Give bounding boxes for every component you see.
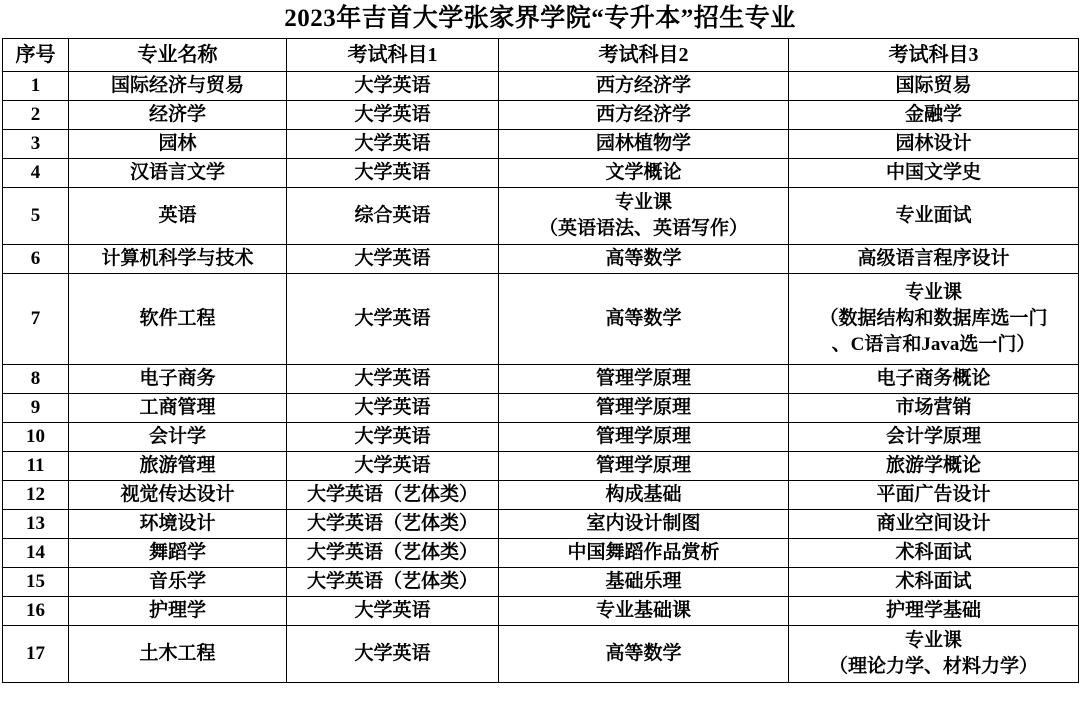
- cell-subject-1: 大学英语: [287, 245, 499, 274]
- column-header-subject-3: 考试科目3: [789, 39, 1079, 72]
- cell-subject-2: 中国舞蹈作品赏析: [499, 539, 789, 568]
- cell-major-name: 视觉传达设计: [69, 481, 287, 510]
- cell-line: （英语语法、英语写作）: [538, 218, 748, 239]
- cell-subject-3: 会计学原理: [789, 423, 1079, 452]
- cell-subject-1: 大学英语（艺体类）: [287, 539, 499, 568]
- cell-major-name: 工商管理: [69, 394, 287, 423]
- table-row: [3, 245, 1079, 274]
- cell-major-name: 音乐学: [69, 568, 287, 597]
- cell-no: 8: [3, 365, 69, 394]
- cell-no: 14: [3, 539, 69, 568]
- cell-subject-3: 商业空间设计: [789, 510, 1079, 539]
- page-title: 2023年吉首大学张家界学院“专升本”招生专业: [284, 5, 796, 32]
- cell-line: 专业课: [614, 192, 672, 213]
- cell-major-name: 会计学: [69, 423, 287, 452]
- table-body: [3, 72, 1079, 683]
- cell-subject-1: 大学英语: [287, 72, 499, 101]
- cell-subject-2: 文学概论: [499, 159, 789, 188]
- cell-no: 4: [3, 159, 69, 188]
- cell-major-name: 电子商务: [69, 365, 287, 394]
- cell-subject-1: 大学英语: [287, 365, 499, 394]
- table-row: [3, 101, 1079, 130]
- cell-subject-2: 基础乐理: [499, 568, 789, 597]
- table-row: [3, 510, 1079, 539]
- cell-line: 专业课: [904, 630, 962, 651]
- cell-subject-2: 管理学原理: [499, 394, 789, 423]
- cell-subject-3: 电子商务概论: [789, 365, 1079, 394]
- cell-subject-1: 大学英语: [287, 130, 499, 159]
- cell-major-name: 园林: [69, 130, 287, 159]
- cell-subject-3: 术科面试: [789, 539, 1079, 568]
- cell-no: 2: [3, 101, 69, 130]
- cell-subject-1: 大学英语: [287, 159, 499, 188]
- cell-major-name: 计算机科学与技术: [69, 245, 287, 274]
- cell-subject-1: 大学英语（艺体类）: [287, 481, 499, 510]
- cell-major-name: 软件工程: [69, 274, 287, 365]
- cell-subject-3: 高级语言程序设计: [789, 245, 1079, 274]
- cell-subject-1: 大学英语: [287, 274, 499, 365]
- cell-major-name: 旅游管理: [69, 452, 287, 481]
- table-row: [3, 274, 1079, 365]
- cell-no: 1: [3, 72, 69, 101]
- cell-subject-1: 大学英语: [287, 626, 499, 683]
- cell-no: 16: [3, 597, 69, 626]
- cell-major-name: 国际经济与贸易: [69, 72, 287, 101]
- cell-subject-3: 护理学基础: [789, 597, 1079, 626]
- cell-major-name: 环境设计: [69, 510, 287, 539]
- cell-subject-2: [499, 188, 789, 245]
- cell-major-name: 护理学: [69, 597, 287, 626]
- table-header-row: [3, 39, 1079, 72]
- cell-subject-2: 室内设计制图: [499, 510, 789, 539]
- cell-subject-2: 西方经济学: [499, 101, 789, 130]
- table-row: [3, 568, 1079, 597]
- cell-subject-2: 构成基础: [499, 481, 789, 510]
- cell-subject-1: 大学英语: [287, 394, 499, 423]
- table-row: [3, 365, 1079, 394]
- cell-subject-3: 平面广告设计: [789, 481, 1079, 510]
- cell-no: 10: [3, 423, 69, 452]
- table-row: [3, 423, 1079, 452]
- cell-major-name: 土木工程: [69, 626, 287, 683]
- majors-table: [2, 38, 1079, 683]
- table-row: [3, 481, 1079, 510]
- cell-subject-3: 中国文学史: [789, 159, 1079, 188]
- cell-subject-2: 园林植物学: [499, 130, 789, 159]
- cell-subject-3: 术科面试: [789, 568, 1079, 597]
- cell-subject-3: 旅游学概论: [789, 452, 1079, 481]
- cell-subject-2: 高等数学: [499, 274, 789, 365]
- cell-subject-1: 大学英语（艺体类）: [287, 510, 499, 539]
- cell-major-name: 英语: [69, 188, 287, 245]
- column-header-subject-1: 考试科目1: [287, 39, 499, 72]
- cell-subject-3: 园林设计: [789, 130, 1079, 159]
- table-row: [3, 626, 1079, 683]
- cell-no: 13: [3, 510, 69, 539]
- cell-major-name: 汉语言文学: [69, 159, 287, 188]
- cell-line: 、C语言和Java选一门）: [831, 334, 1036, 355]
- cell-major-name: 经济学: [69, 101, 287, 130]
- cell-no: 15: [3, 568, 69, 597]
- cell-no: 11: [3, 452, 69, 481]
- cell-line: （理论力学、材料力学）: [828, 656, 1038, 677]
- cell-subject-2: 管理学原理: [499, 452, 789, 481]
- cell-subject-2: 高等数学: [499, 245, 789, 274]
- column-header-subject-2: 考试科目2: [499, 39, 789, 72]
- table-row: [3, 188, 1079, 245]
- cell-subject-1: 大学英语（艺体类）: [287, 568, 499, 597]
- cell-line: 专业课: [904, 282, 962, 303]
- cell-subject-3: [789, 274, 1079, 365]
- cell-subject-2: 管理学原理: [499, 365, 789, 394]
- cell-subject-1: 综合英语: [287, 188, 499, 245]
- table-row: [3, 394, 1079, 423]
- cell-no: 3: [3, 130, 69, 159]
- cell-no: 5: [3, 188, 69, 245]
- table-header: [3, 39, 1079, 72]
- cell-line: （数据结构和数据库选一门: [819, 308, 1048, 329]
- cell-subject-1: 大学英语: [287, 101, 499, 130]
- table-row: [3, 452, 1079, 481]
- cell-no: 7: [3, 274, 69, 365]
- table-row: [3, 159, 1079, 188]
- cell-major-name: 舞蹈学: [69, 539, 287, 568]
- cell-no: 9: [3, 394, 69, 423]
- cell-subject-1: 大学英语: [287, 452, 499, 481]
- table-row: [3, 597, 1079, 626]
- cell-subject-3: 市场营销: [789, 394, 1079, 423]
- cell-no: 6: [3, 245, 69, 274]
- cell-subject-2: 管理学原理: [499, 423, 789, 452]
- table-row: [3, 539, 1079, 568]
- table-row: [3, 130, 1079, 159]
- cell-subject-1: 大学英语: [287, 597, 499, 626]
- cell-no: 17: [3, 626, 69, 683]
- column-header-no: 序号: [3, 39, 69, 72]
- table-row: [3, 72, 1079, 101]
- cell-subject-3: 国际贸易: [789, 72, 1079, 101]
- cell-subject-2: 西方经济学: [499, 72, 789, 101]
- cell-subject-1: 大学英语: [287, 423, 499, 452]
- cell-subject-3: 金融学: [789, 101, 1079, 130]
- column-header-major-name: 专业名称: [69, 39, 287, 72]
- cell-subject-2: 专业基础课: [499, 597, 789, 626]
- cell-subject-2: 高等数学: [499, 626, 789, 683]
- cell-subject-3: 专业面试: [789, 188, 1079, 245]
- cell-subject-3: [789, 626, 1079, 683]
- cell-no: 12: [3, 481, 69, 510]
